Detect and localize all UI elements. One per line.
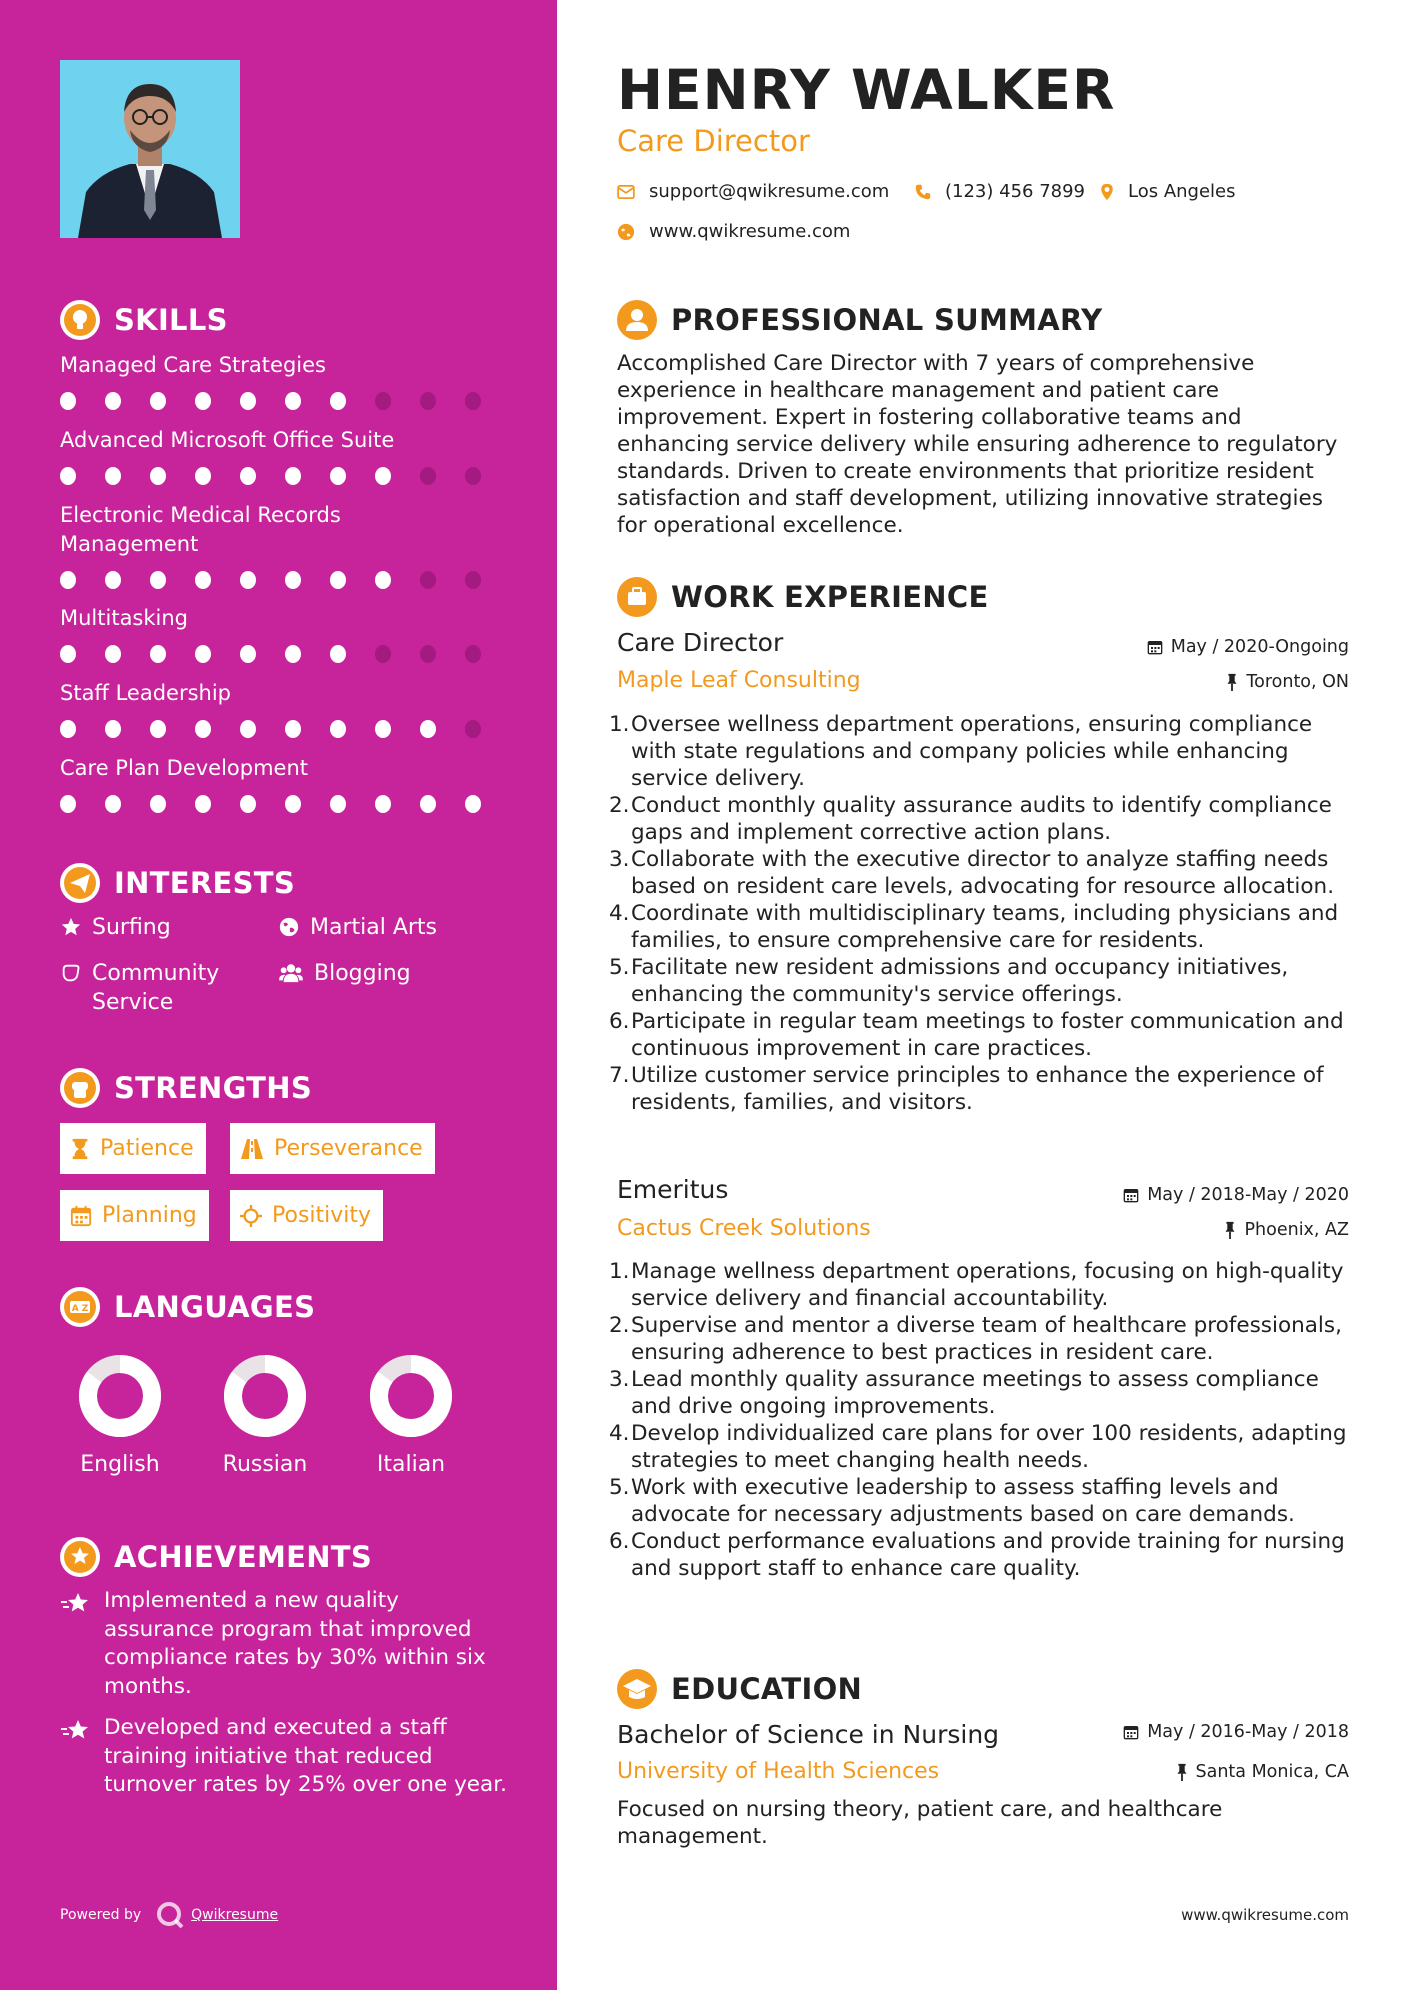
- achievement-text: Implemented a new quality assurance program that improved compliance rates by 30% within six months.: [104, 1588, 486, 1699]
- rating-dot-filled: [195, 795, 211, 813]
- achievement-text: Developed and executed a staff training initiative that reduced turnover rates by 25% over one year.: [104, 1715, 507, 1797]
- duty-item: [609, 900, 1357, 954]
- rating-dot-filled: [240, 795, 256, 813]
- language-label: English: [80, 1452, 160, 1477]
- interest-label: Community Service: [92, 961, 220, 1015]
- rating-dot-filled: [420, 720, 436, 738]
- language-ring: [221, 1352, 309, 1440]
- envelope-icon: [617, 185, 635, 199]
- duty-item: [609, 954, 1357, 1008]
- rating-dot-empty: [465, 392, 481, 410]
- interests-title: INTERESTS: [114, 866, 296, 900]
- strength-badge: [230, 1123, 435, 1174]
- job-location-text: Toronto, ON: [1246, 672, 1349, 692]
- duty-text: Lead monthly quality assurance meetings to assess compliance and drive ongoing improvements.: [631, 1367, 1319, 1419]
- contact-website: [617, 221, 850, 242]
- map-pin-icon: [1100, 183, 1114, 201]
- achievement-item: [60, 1714, 510, 1800]
- rating-dot-filled: [195, 392, 211, 410]
- duty-number: 2.: [609, 793, 630, 818]
- duty-text: Coordinate with multidisciplinary teams, including physicians and families, to ensure comprehensive care for residents.: [631, 901, 1339, 953]
- languages-header: [60, 1287, 315, 1327]
- duty-text: Collaborate with the executive director to analyze staffing needs based on resident care levels, advocating for resource allocation.: [631, 847, 1335, 899]
- skills-title: SKILLS: [114, 303, 228, 337]
- skill-rating: [60, 392, 510, 410]
- education-header: [617, 1669, 862, 1709]
- rating-dot-filled: [60, 571, 76, 589]
- rating-dot-filled: [285, 645, 301, 663]
- sun-icon: [240, 1205, 262, 1227]
- skill-name: Staff Leadership: [60, 681, 231, 705]
- interests-header: [60, 863, 295, 903]
- pushpin-icon: [1176, 1763, 1188, 1781]
- rating-dot-filled: [195, 467, 211, 485]
- rating-dot-empty: [375, 392, 391, 410]
- paper-plane-icon: [60, 863, 100, 903]
- interest-item: [60, 913, 171, 942]
- summary-text: Accomplished Care Director with 7 years of comprehensive experience in healthcare management and patient care improvement. Expert in fostering collaborative teams and enhancing service delivery while ensuring adherence to regulatory standards. Driven to create environments that prioritize resident satisfaction and staff development, utilizing innovative strategies for operational excellence.: [617, 351, 1338, 538]
- strength-badge: [60, 1123, 206, 1174]
- duty-text: Supervise and mentor a diverse team of healthcare professionals, ensuring adherence to best practices in resident care.: [631, 1313, 1342, 1365]
- powered-by: [60, 1900, 278, 1930]
- duty-item: [609, 711, 1357, 792]
- rating-dot-filled: [105, 571, 121, 589]
- rating-dot-empty: [420, 645, 436, 663]
- calendar-icon: [1147, 639, 1163, 655]
- degree-title: Bachelor of Science in Nursing: [617, 1720, 1000, 1749]
- job-title: Emeritus: [617, 1175, 729, 1204]
- rating-dot-filled: [60, 645, 76, 663]
- rating-dot-empty: [420, 571, 436, 589]
- rating-dot-filled: [240, 645, 256, 663]
- skill-item: [60, 351, 510, 410]
- education-description: Focused on nursing theory, patient care, and healthcare management.: [617, 1797, 1223, 1849]
- website-text[interactable]: www.qwikresume.com: [649, 221, 851, 242]
- skill-item: [60, 604, 510, 663]
- contact-location: [1100, 181, 1236, 202]
- duty-number: 2.: [609, 1313, 630, 1338]
- duty-number: 3.: [609, 847, 630, 872]
- skill-rating: [60, 571, 510, 589]
- contact-phone: [915, 181, 1085, 202]
- duty-item: [609, 1312, 1357, 1366]
- interest-label: Martial Arts: [310, 915, 438, 940]
- duty-number: 6.: [609, 1529, 630, 1554]
- rating-dot-empty: [420, 392, 436, 410]
- strength-badge: [60, 1190, 209, 1241]
- contact-email: [617, 181, 889, 202]
- skill-item: [60, 426, 510, 485]
- rating-dot-filled: [285, 467, 301, 485]
- rating-dot-filled: [105, 467, 121, 485]
- duty-number: 4.: [609, 901, 630, 926]
- skill-rating: [60, 645, 510, 663]
- rating-dot-filled: [60, 467, 76, 485]
- rating-dot-filled: [150, 467, 166, 485]
- fist-icon: [60, 1068, 100, 1108]
- rating-dot-filled: [375, 467, 391, 485]
- rating-dot-filled: [195, 571, 211, 589]
- strength-label: Patience: [100, 1136, 194, 1161]
- rating-dot-filled: [60, 795, 76, 813]
- calendar-icon: [1123, 1187, 1139, 1203]
- skill-name: Electronic Medical Records Management: [60, 503, 341, 556]
- skill-rating: [60, 720, 510, 738]
- candidate-role: Care Director: [617, 124, 810, 158]
- strength-badge: [230, 1190, 383, 1241]
- job-location-text: Phoenix, AZ: [1244, 1220, 1349, 1240]
- duty-item: [609, 846, 1357, 900]
- language-label: Italian: [376, 1452, 446, 1477]
- hourglass-icon: [70, 1138, 90, 1160]
- duty-number: 3.: [609, 1367, 630, 1392]
- phone-icon: [915, 184, 931, 200]
- rating-dot-filled: [285, 795, 301, 813]
- duty-number: 5.: [609, 1475, 630, 1500]
- duty-text: Utilize customer service principles to enhance the experience of residents, families, and visitors.: [631, 1063, 1324, 1115]
- language-ring: [76, 1352, 164, 1440]
- profile-photo: [60, 60, 240, 238]
- road-icon: [240, 1138, 264, 1160]
- star-badge-icon: [60, 1537, 100, 1577]
- rating-dot-filled: [285, 720, 301, 738]
- rating-dot-filled: [150, 720, 166, 738]
- duty-text: Conduct monthly quality assurance audits to identify compliance gaps and implement corrective action plans.: [631, 793, 1332, 845]
- job-dates-text: May / 2020-Ongoing: [1170, 637, 1349, 657]
- translate-icon: [60, 1287, 100, 1327]
- rating-dot-filled: [60, 392, 76, 410]
- hand-icon: [60, 962, 82, 984]
- job-duties: [609, 1258, 1357, 1582]
- shooting-star-icon: [60, 1718, 92, 1744]
- rating-dot-filled: [285, 571, 301, 589]
- duty-item: [609, 1474, 1357, 1528]
- rating-dot-filled: [330, 645, 346, 663]
- achievements-title: ACHIEVEMENTS: [114, 1540, 373, 1574]
- duty-text: Conduct performance evaluations and provide training for nursing and support staff to enhance care quality.: [631, 1529, 1345, 1581]
- duty-item: [609, 1366, 1357, 1420]
- rating-dot-filled: [105, 392, 121, 410]
- strength-label: Perseverance: [274, 1136, 423, 1161]
- pushpin-icon: [1224, 1221, 1236, 1239]
- interest-label: Surfing: [92, 915, 171, 940]
- rating-dot-filled: [105, 720, 121, 738]
- user-icon: [617, 300, 657, 340]
- globe-icon: [617, 223, 635, 241]
- rating-dot-filled: [375, 720, 391, 738]
- qwikresume-logo-icon: [155, 1900, 185, 1930]
- users-icon: [278, 962, 304, 984]
- rating-dot-filled: [60, 720, 76, 738]
- candidate-name: HENRY WALKER: [617, 58, 1116, 122]
- duty-item: [609, 1258, 1357, 1312]
- shooting-star-icon: [60, 1591, 92, 1617]
- language-item: [205, 1352, 325, 1477]
- rating-dot-filled: [150, 392, 166, 410]
- interest-label: Blogging: [314, 961, 411, 986]
- job-location: [1226, 672, 1349, 692]
- rating-dot-empty: [375, 645, 391, 663]
- graduation-cap-icon: [617, 1669, 657, 1709]
- rating-dot-filled: [150, 795, 166, 813]
- globe-icon: [278, 916, 300, 938]
- duty-number: 1.: [609, 1259, 630, 1284]
- duty-text: Oversee wellness department operations, ensuring compliance with state regulations and company policies while enhancing service delivery.: [631, 712, 1313, 791]
- achievement-item: [60, 1587, 510, 1701]
- skill-rating: [60, 795, 510, 813]
- duty-number: 5.: [609, 955, 630, 980]
- job-duties: [609, 711, 1357, 1116]
- rating-dot-filled: [375, 795, 391, 813]
- rating-dot-empty: [465, 467, 481, 485]
- duty-number: 1.: [609, 712, 630, 737]
- strengths-header: [60, 1068, 312, 1108]
- pushpin-icon: [1226, 673, 1238, 691]
- phone-text: (123) 456 7899: [945, 181, 1086, 202]
- rating-dot-filled: [330, 392, 346, 410]
- rating-dot-filled: [285, 392, 301, 410]
- interest-item: [60, 959, 250, 1017]
- skill-name: Managed Care Strategies: [60, 353, 326, 377]
- education-location-text: Santa Monica, CA: [1195, 1762, 1349, 1782]
- language-label: Russian: [222, 1452, 308, 1477]
- rating-dot-filled: [150, 645, 166, 663]
- strengths-title: STRENGTHS: [114, 1071, 313, 1105]
- duty-number: 4.: [609, 1421, 630, 1446]
- summary-title: PROFESSIONAL SUMMARY: [671, 303, 1103, 337]
- skill-name: Multitasking: [60, 606, 189, 630]
- rating-dot-filled: [330, 571, 346, 589]
- person-portrait-icon: [60, 60, 240, 238]
- achievements-header: [60, 1537, 372, 1577]
- job-location: [1224, 1220, 1349, 1240]
- company-name: Maple Leaf Consulting: [617, 668, 861, 693]
- strength-label: Planning: [102, 1203, 197, 1228]
- job-title: Care Director: [617, 628, 784, 657]
- interest-item: [278, 913, 437, 942]
- job-dates-text: May / 2018-May / 2020: [1147, 1185, 1349, 1205]
- rating-dot-filled: [330, 467, 346, 485]
- calendar-icon: [70, 1205, 92, 1227]
- rating-dot-filled: [150, 571, 166, 589]
- powered-by-label: Powered by: [60, 1907, 142, 1923]
- education-dates-text: May / 2016-May / 2018: [1147, 1722, 1349, 1742]
- education-title: EDUCATION: [671, 1672, 863, 1706]
- briefcase-icon: [617, 577, 657, 617]
- strength-label: Positivity: [272, 1203, 372, 1228]
- rating-dot-empty: [465, 645, 481, 663]
- language-ring: [367, 1352, 455, 1440]
- languages-title: LANGUAGES: [114, 1290, 316, 1324]
- rating-dot-filled: [240, 392, 256, 410]
- rating-dot-filled: [105, 795, 121, 813]
- rating-dot-filled: [240, 571, 256, 589]
- duty-item: [609, 1420, 1357, 1474]
- language-item: [351, 1352, 471, 1477]
- summary-header: [617, 300, 1102, 340]
- skill-name: Advanced Microsoft Office Suite: [60, 428, 395, 452]
- rating-dot-filled: [465, 795, 481, 813]
- duty-item: [609, 1062, 1357, 1116]
- qwikresume-link[interactable]: Qwikresume: [191, 1907, 279, 1923]
- lightbulb-icon: [60, 300, 100, 340]
- rating-dot-filled: [330, 720, 346, 738]
- duty-item: [609, 1528, 1357, 1582]
- school-name: University of Health Sciences: [617, 1759, 940, 1784]
- email-text[interactable]: support@qwikresume.com: [649, 181, 890, 202]
- rating-dot-filled: [105, 645, 121, 663]
- skill-name: Care Plan Development: [60, 756, 309, 780]
- skill-item: [60, 754, 510, 813]
- rating-dot-filled: [195, 720, 211, 738]
- rating-dot-filled: [240, 467, 256, 485]
- rating-dot-empty: [465, 571, 481, 589]
- rating-dot-filled: [195, 645, 211, 663]
- interest-item: [278, 959, 411, 988]
- duty-item: [609, 1008, 1357, 1062]
- duty-text: Participate in regular team meetings to foster communication and continuous improvement in care practices.: [631, 1009, 1344, 1061]
- skill-item: [60, 501, 510, 589]
- rating-dot-filled: [375, 571, 391, 589]
- company-name: Cactus Creek Solutions: [617, 1216, 871, 1241]
- skills-header: [60, 300, 228, 340]
- rating-dot-filled: [240, 720, 256, 738]
- education-location: [1176, 1762, 1350, 1782]
- duty-number: 7.: [609, 1063, 630, 1088]
- rating-dot-empty: [420, 467, 436, 485]
- job-dates: [1147, 637, 1349, 657]
- footer-website[interactable]: www.qwikresume.com: [1181, 1906, 1349, 1924]
- duty-text: Facilitate new resident admissions and occupancy initiatives, enhancing the community's service offerings.: [631, 955, 1289, 1007]
- sidebar: [0, 0, 557, 1990]
- duty-item: [609, 792, 1357, 846]
- education-dates: [1123, 1722, 1349, 1742]
- rating-dot-empty: [465, 720, 481, 738]
- rating-dot-filled: [420, 795, 436, 813]
- job-dates: [1123, 1185, 1349, 1205]
- calendar-icon: [1123, 1724, 1139, 1740]
- experience-header: [617, 577, 989, 617]
- star-icon: [60, 916, 82, 938]
- skill-rating: [60, 467, 510, 485]
- language-item: [60, 1352, 180, 1477]
- duty-number: 6.: [609, 1009, 630, 1034]
- experience-title: WORK EXPERIENCE: [671, 580, 989, 614]
- skill-item: [60, 679, 510, 738]
- duty-text: Develop individualized care plans for over 100 residents, adapting strategies to meet changing health needs.: [631, 1421, 1347, 1473]
- location-text: Los Angeles: [1128, 181, 1236, 202]
- rating-dot-filled: [330, 795, 346, 813]
- svg-text:A Z: A Z: [71, 1304, 89, 1314]
- duty-text: Manage wellness department operations, focusing on high-quality service delivery and financial accountability.: [631, 1259, 1344, 1311]
- duty-text: Work with executive leadership to assess staffing levels and advocate for necessary adjustments based on care demands.: [631, 1475, 1295, 1527]
